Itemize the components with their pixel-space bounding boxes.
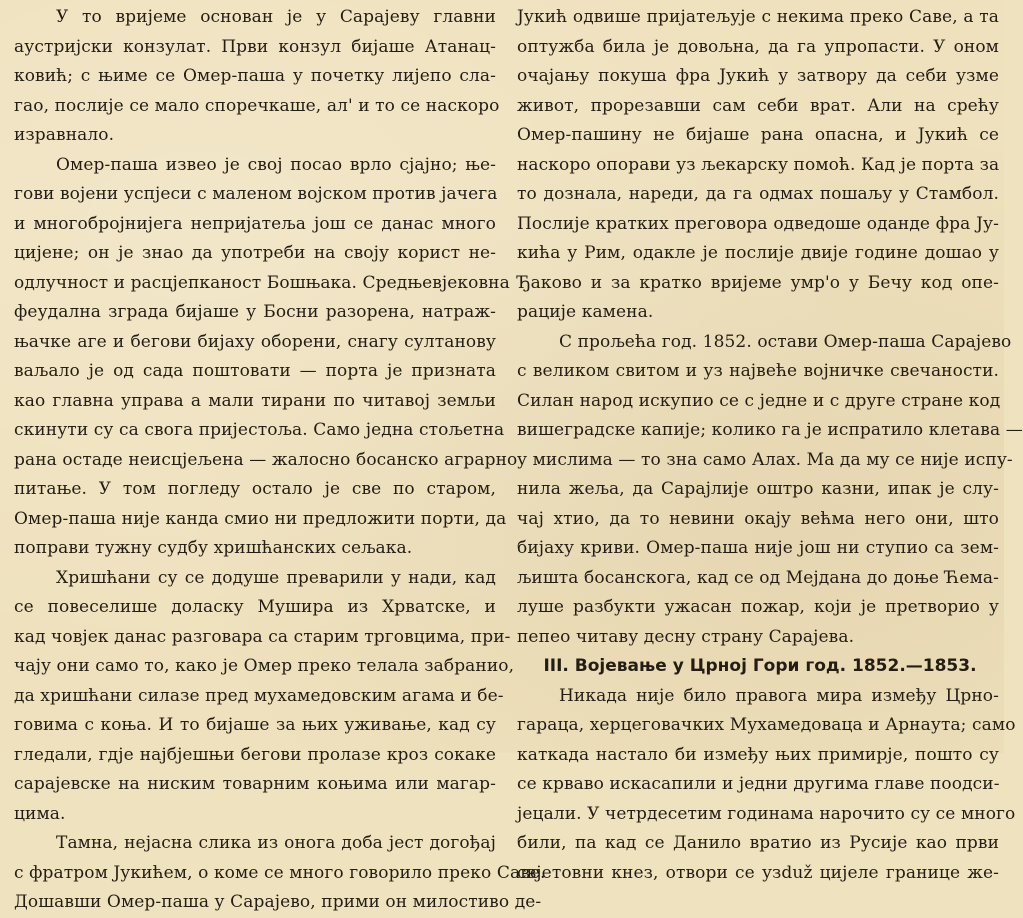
text-line: ковић; с њиме се Омер-паша у почетку лијепо сла- bbox=[14, 66, 496, 86]
right-paragraph-3 bbox=[517, 682, 1016, 889]
text-line: се повеселише доласку Мушира из Хрватске, и bbox=[14, 597, 496, 617]
left-paragraph-4 bbox=[14, 829, 546, 918]
text-line: цима. bbox=[14, 803, 66, 824]
text-line: питање. У том погледу остало је све по старом, bbox=[14, 479, 496, 499]
text-line: то дознала, нареди, да га одмах пошаљу у Стамбол. bbox=[517, 184, 999, 204]
left-paragraph-1 bbox=[14, 3, 500, 151]
text-line: наскоро опорави уз љекарску помоћ. Кад је порта за bbox=[517, 154, 1000, 175]
text-line: гледали, гдје најбјешњи бегови пролазе кроз сокаке bbox=[14, 744, 496, 765]
text-line: Омер-пашину не бијаше рана опасна, и Јукић се bbox=[517, 125, 999, 145]
text-line: феудална зграда бијаше у Босни разорена, натраж- bbox=[14, 302, 496, 322]
text-line: Омер-паша није канда смио ни предложити порти, да bbox=[14, 508, 507, 529]
text-line: говима с коња. И то бијаше за њих уживање, кад су bbox=[14, 715, 496, 735]
text-line: одлучност и расцјепканост Бошњака. Средњевјековна bbox=[14, 272, 510, 293]
text-line: С прољећа год. 1852. остави Омер-паша Сарајево bbox=[559, 331, 1012, 352]
text-line: очајању покуша фра Јукић у затвору да себи узме bbox=[517, 66, 999, 86]
text-line: Силан народ искупио се с једне и с друге стране код bbox=[517, 390, 1001, 411]
text-line: и многобројнијега непријатеља још се данас много bbox=[14, 213, 496, 234]
text-line: Ђаково и за кратко вријеме умр'о у Бечу код опе- bbox=[517, 272, 999, 293]
text-line: каткада настало би између њих примирје, пошто су bbox=[517, 744, 999, 765]
text-line: ваљало је од сада поштовати — порта је призната bbox=[14, 361, 496, 381]
text-line: сарајевске на ниским товарним коњима или магар- bbox=[14, 774, 496, 794]
text-line: бијаху криви. Омер-паша није још ни ступио са зем- bbox=[517, 538, 999, 558]
text-line: чај хтио, да то невини окају већма него они, што bbox=[517, 508, 999, 529]
text-line: гао, послије се мало споречкаше, ал' и то се наскоро bbox=[14, 95, 500, 116]
text-line: Послије кратких преговора одведоше оданде фра Ју- bbox=[517, 213, 999, 234]
text-line: вишеградске капије; колико га је испратило клетава — bbox=[517, 420, 1023, 440]
text-line: скинути су са свога пријестоља. Само једна стољетна bbox=[14, 420, 505, 440]
text-line: јецали. У четрдесетим годинама нарочито су се много bbox=[517, 803, 1016, 824]
right-column bbox=[517, 3, 1023, 888]
right-paragraph-1 bbox=[517, 3, 999, 328]
text-line: гараца, херцеговачких Мухамедоваца и Арнаута; само bbox=[517, 715, 1016, 735]
text-line: као главна управа а мали тирани по читавој земљи bbox=[14, 390, 496, 411]
text-line: рана остаде неисцјељена — жалосно босанско аграрно bbox=[14, 449, 518, 470]
section-heading: III. Војевање у Црној Гори год. 1852.—1853. bbox=[543, 656, 977, 676]
text-line: Хришћани су се додуше преварили у нади, кад bbox=[56, 567, 496, 588]
left-paragraph-2 bbox=[14, 151, 518, 564]
text-line: у мислима — то зна само Алах. Ма да му се није испу- bbox=[517, 449, 1013, 470]
text-line: луше разбукти ужасан пожар, који је претворио у bbox=[517, 597, 999, 617]
text-line: Никада није било правога мира између Црно- bbox=[559, 685, 999, 706]
text-line: Тамна, нејасна слика из онога доба јест догођај bbox=[56, 833, 496, 853]
text-line: изравнало. bbox=[14, 125, 115, 145]
text-line: кића у Рим, одакле је послије двије године дошао у bbox=[517, 243, 999, 263]
text-line: кад човјек данас разговара са старим трговцима, при- bbox=[14, 626, 511, 647]
text-line: аустријски конзулат. Први конзул бијаше Атанац- bbox=[14, 36, 496, 57]
text-line: били, па кад се Данило вратио из Русије као први bbox=[517, 833, 999, 853]
text-line: У то вријеме основан је у Сарајеву главни bbox=[56, 7, 496, 27]
text-line: њачке аге и бегови бијаху оборени, снагу султанову bbox=[14, 331, 496, 352]
text-line: Омер-паша извео је свој посао врло сјајно; ње- bbox=[56, 154, 496, 175]
text-line: се крваво искасапили и једни другима главе поодси- bbox=[517, 774, 1000, 794]
text-line: гови војени успјеси с маленом војском против јачега bbox=[14, 184, 498, 204]
text-line: живот, прорезавши сам себи врат. Али на срећу bbox=[517, 95, 999, 116]
text-line: да хришћани силазе пред мухамедовским агама и бе- bbox=[14, 685, 504, 706]
text-line: с фратром Јукићем, о коме се много говорило преко Саве. bbox=[14, 862, 546, 883]
text-line: Јукић одвише пријатељује с некима преко Саве, а та bbox=[517, 7, 999, 27]
text-line: поправи тужну судбу хришћанских сељака. bbox=[14, 538, 413, 558]
text-line: љишта босанскога, кад се од Мејдана до доње Ћема- bbox=[517, 567, 999, 588]
text-line: свјетовни кнез, отвори се узduž цијеле границе жe- bbox=[517, 862, 999, 883]
text-line: пепео читаву десну страну Сарајева. bbox=[517, 626, 855, 647]
text-line: цијене; он је знао да употреби на своју корист не- bbox=[14, 243, 496, 263]
right-paragraph-2 bbox=[517, 328, 1023, 653]
text-line: оптужба била је довољна, да га упропасти. У оном bbox=[517, 36, 999, 57]
left-column bbox=[14, 3, 546, 918]
text-line: с великом свитом и уз највеће војничке свечаности. bbox=[517, 361, 999, 381]
text-line: рације камена. bbox=[517, 302, 654, 322]
left-paragraph-3 bbox=[14, 564, 515, 830]
text-line: Дошавши Омер-паша у Сарајево, прими он милостиво де- bbox=[14, 892, 542, 912]
text-line: чају они само то, како је Омер преко телала забранио, bbox=[14, 656, 515, 676]
text-line: нила жеља, да Сарајлије оштро казни, ипак је слу- bbox=[517, 479, 999, 499]
